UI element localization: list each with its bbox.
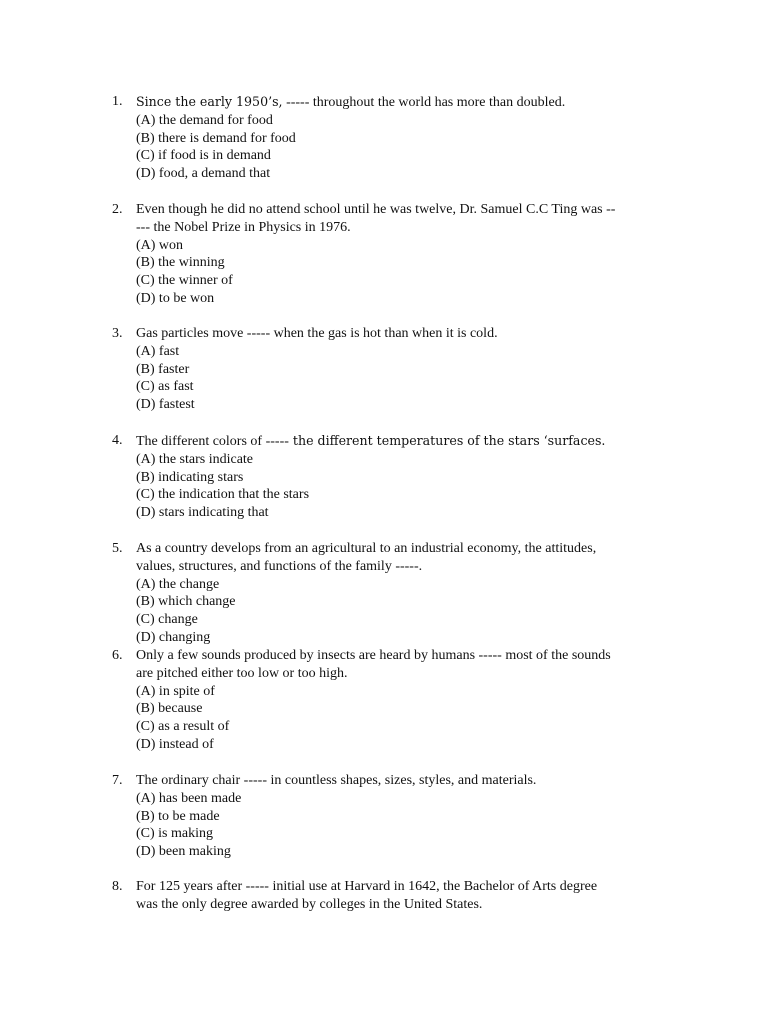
question-stem-prefix: Since the early 1950’s,: [136, 94, 283, 109]
question-2: [112, 201, 672, 308]
question-stem-line-1: Even though he did no attend school until he was twelve, Dr. Samuel C.C Ting was --: [136, 202, 616, 217]
option-b: (B) indicating stars: [136, 469, 244, 485]
question-stem: The ordinary chair ----- in countless shapes, sizes, styles, and materials.: [136, 773, 537, 788]
option-a: (A) won: [136, 237, 184, 253]
question-stem-line-2: values, structures, and functions of the family -----.: [136, 558, 423, 574]
option-b: (B) faster: [136, 361, 190, 377]
option-a: (A) has been made: [136, 790, 242, 806]
question-number: 5.: [112, 541, 123, 556]
option-a: (A) in spite of: [136, 683, 215, 699]
option-b: (B) there is demand for food: [136, 130, 296, 146]
option-a: (A) the change: [136, 576, 220, 592]
question-5: [112, 540, 672, 647]
question-number: 7.: [112, 773, 123, 788]
option-c: (C) if food is in demand: [136, 148, 271, 164]
option-d: (D) instead of: [136, 736, 214, 752]
question-stem-line-1: Only a few sounds produced by insects are heard by humans ----- most of the sounds: [136, 648, 611, 663]
option-c: (C) is making: [136, 826, 213, 842]
question-number: 6.: [112, 648, 123, 663]
question-stem: Gas particles move ----- when the gas is hot than when it is cold.: [136, 326, 498, 341]
question-4: [112, 432, 672, 522]
option-d: (D) changing: [136, 629, 211, 645]
question-8: [112, 878, 672, 914]
option-a: (A) the demand for food: [136, 112, 273, 128]
option-d: (D) to be won: [136, 290, 215, 306]
option-d: (D) fastest: [136, 397, 195, 413]
question-stem-rest: the different temperatures of the stars ‘surfaces.: [288, 433, 606, 448]
option-c: (C) as fast: [136, 379, 194, 395]
question-stem-rest: ----- throughout the world has more than doubled.: [282, 95, 566, 110]
option-a: (A) the stars indicate: [136, 451, 254, 467]
option-c: (C) change: [136, 612, 198, 628]
question-stem-line-1: For 125 years after ----- initial use at Harvard in 1642, the Bachelor of Arts degree: [136, 879, 598, 894]
question-stem: [136, 93, 672, 112]
question-stem-line-1: As a country develops from an agricultural to an industrial economy, the attitudes,: [136, 541, 597, 556]
option-b: (B) to be made: [136, 808, 220, 824]
option-b: (B) which change: [136, 594, 236, 610]
question-stem-prefix: The different colors of -----: [136, 434, 289, 449]
option-d: (D) been making: [136, 844, 231, 860]
option-a: (A) fast: [136, 343, 180, 359]
question-number: 4.: [112, 433, 123, 448]
question-6: [112, 647, 672, 754]
question-stem-line-2: are pitched either too low or too high.: [136, 665, 348, 681]
question-number: 8.: [112, 879, 123, 894]
option-d: (D) stars indicating that: [136, 505, 269, 521]
question-number: 2.: [112, 202, 123, 217]
option-b: (B) because: [136, 701, 203, 717]
option-c: (C) the winner of: [136, 273, 233, 289]
question-number: 3.: [112, 326, 123, 341]
question-stem: [136, 432, 672, 451]
option-b: (B) the winning: [136, 255, 225, 271]
question-stem-line-2: was the only degree awarded by colleges in the United States.: [136, 896, 483, 912]
question-stem-line-2: --- the Nobel Prize in Physics in 1976.: [136, 219, 351, 235]
question-1: [112, 93, 672, 183]
question-number: 1.: [112, 94, 123, 109]
question-3: [112, 325, 672, 414]
option-c: (C) as a result of: [136, 719, 230, 735]
option-d: (D) food, a demand that: [136, 166, 271, 182]
question-7: [112, 772, 672, 861]
option-c: (C) the indication that the stars: [136, 487, 310, 503]
